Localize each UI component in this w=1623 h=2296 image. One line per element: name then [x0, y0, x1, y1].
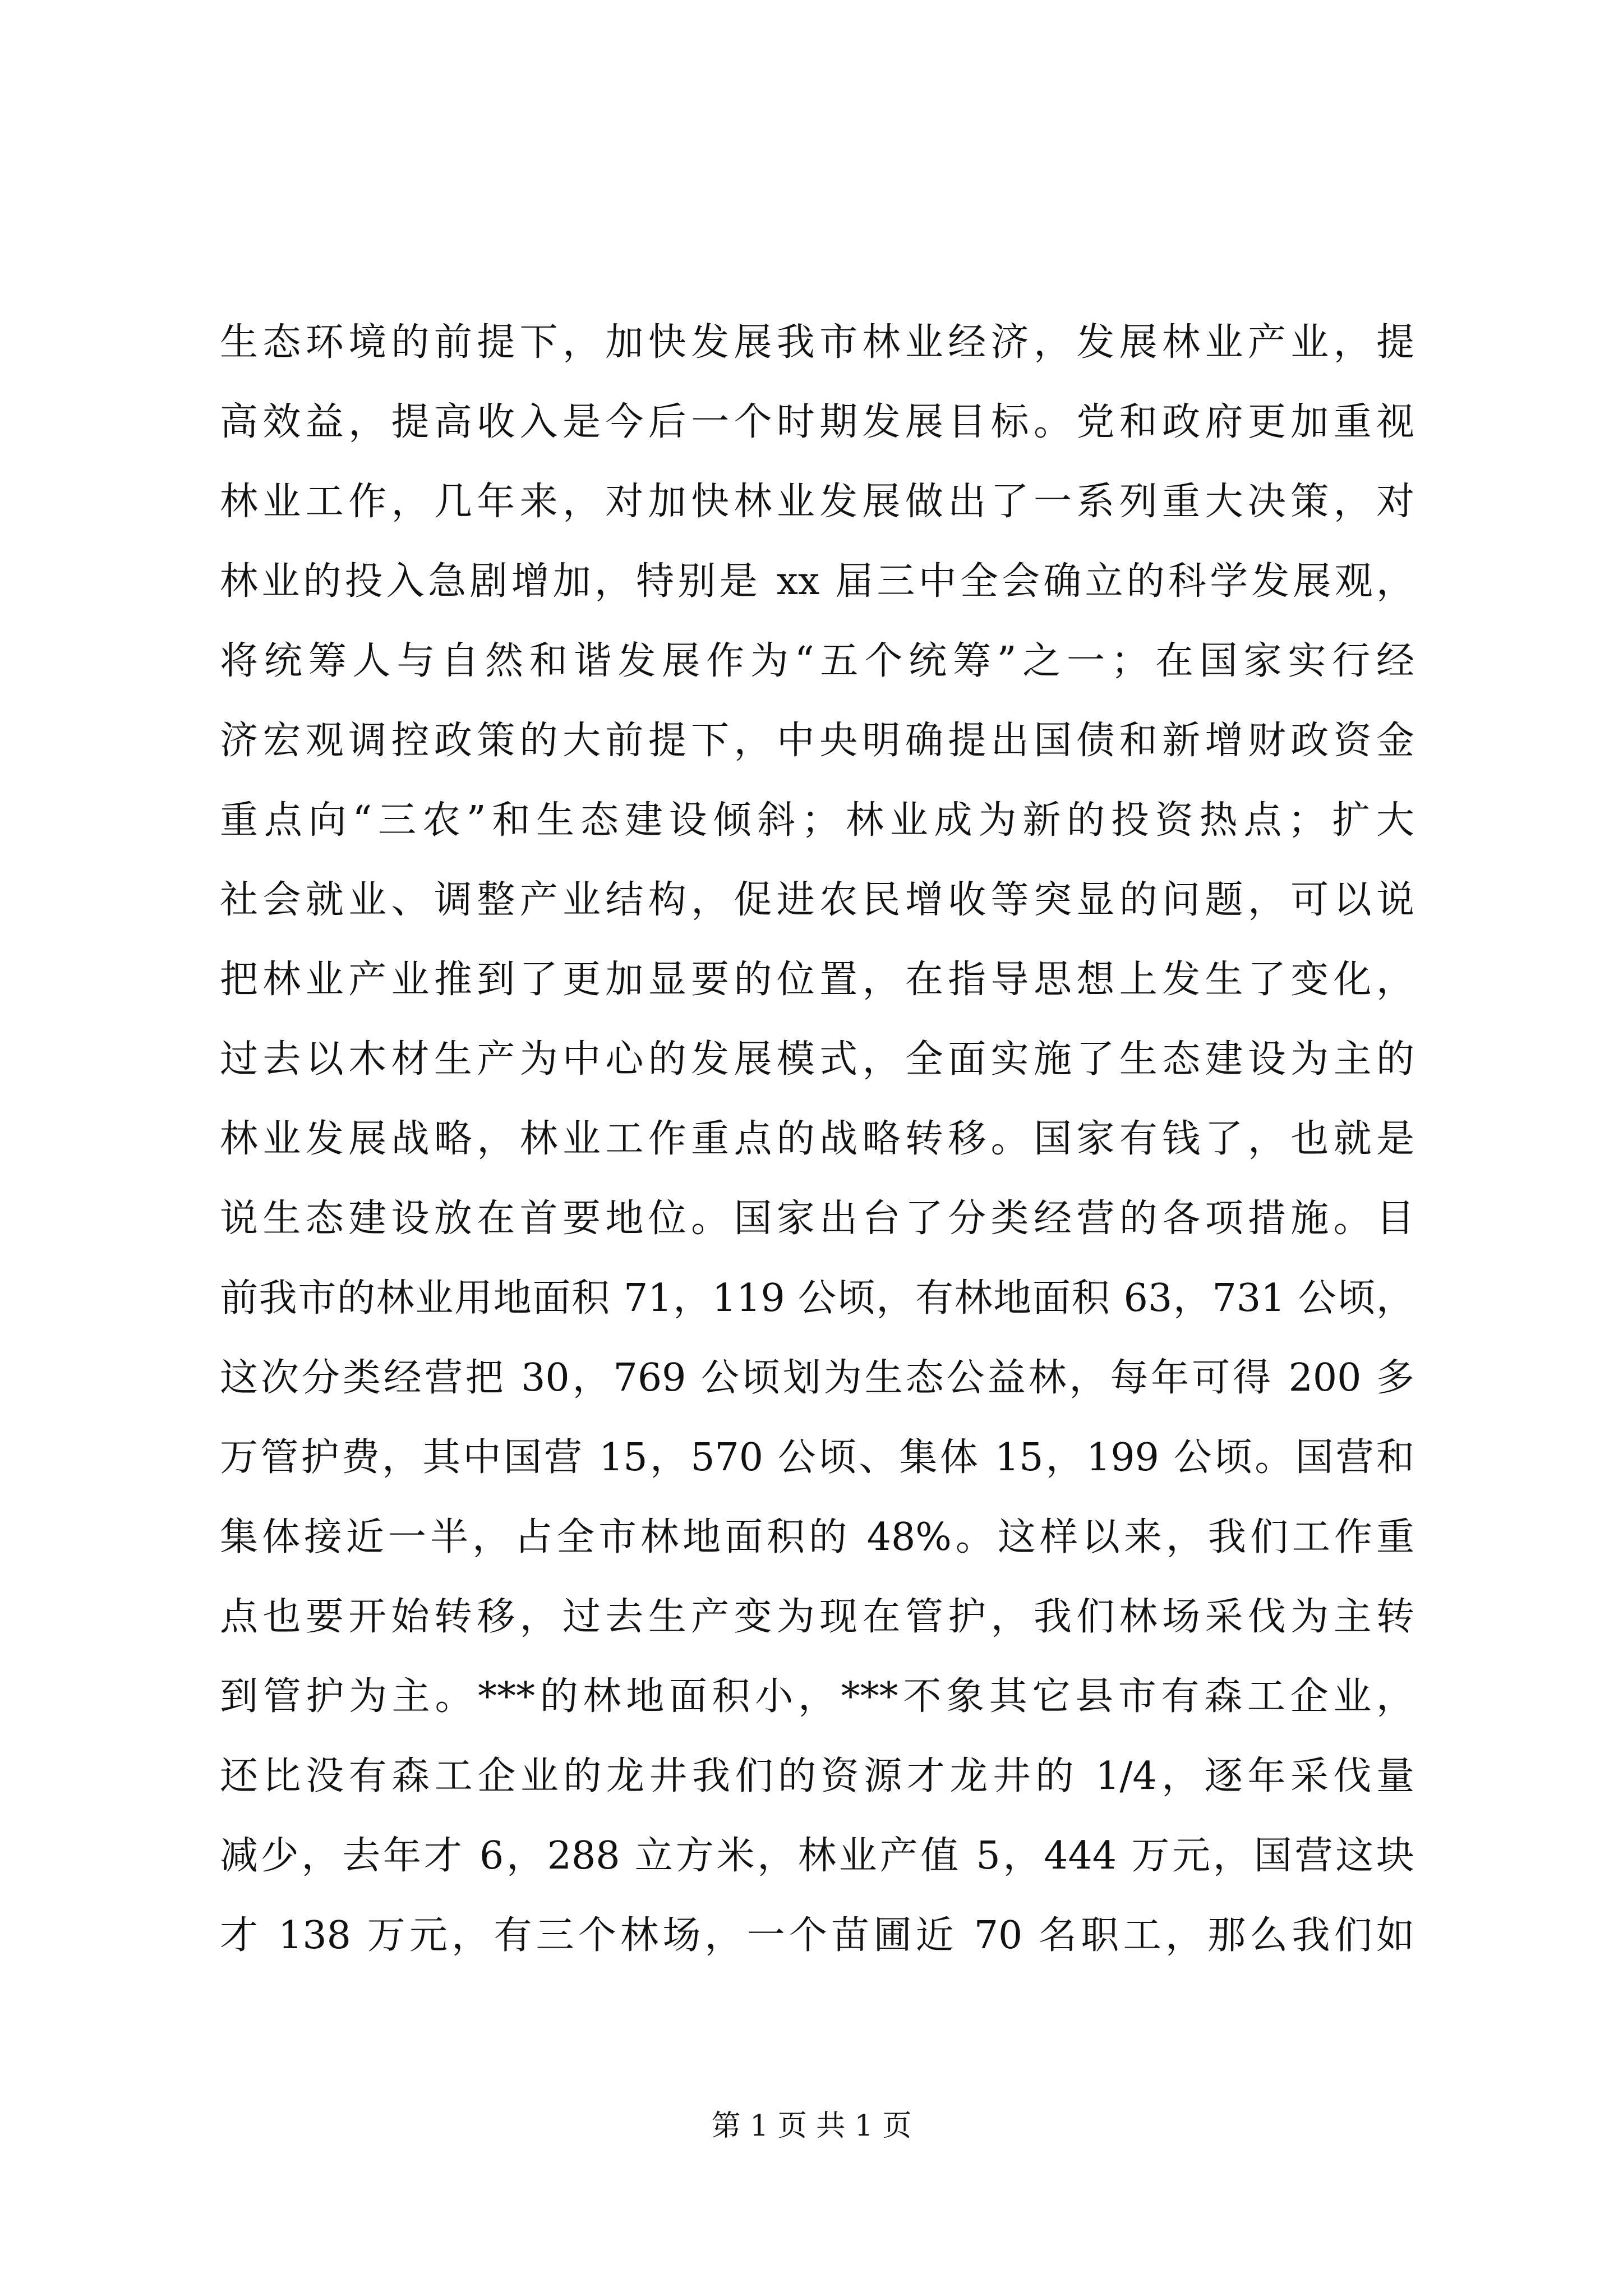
text-line: 前我市的林业用地面积 71，119 公顷，有林地面积 63，731 公顷，: [220, 1276, 1414, 1320]
text-line: 重点向“三农”和生态建设倾斜；林业成为新的投资热点；扩大: [220, 798, 1414, 843]
page-number-label: 第 1 页 共 1 页: [711, 2109, 912, 2143]
text-line: 将统筹人与自然和谐发展作为“五个统筹”之一；在国家实行经: [220, 639, 1414, 683]
text-line: 集体接近一半，占全市林地面积的 48%。这样以来，我们工作重: [220, 1515, 1414, 1559]
text-line: 林业工作，几年来，对加快林业发展做出了一系列重大决策，对: [220, 480, 1414, 524]
text-line: 社会就业、调整产业结构，促进农民增收等突显的问题，可以说: [220, 878, 1414, 922]
text-line: 点也要开始转移，过去生产变为现在管护，我们林场采伐为主转: [220, 1595, 1414, 1639]
text-line: 生态环境的前提下，加快发展我市林业经济，发展林业产业，提: [220, 320, 1414, 365]
text-line: 万管护费，其中国营 15，570 公顷、集体 15，199 公顷。国营和: [220, 1435, 1414, 1480]
document-body: [220, 303, 1414, 1976]
text-line: 还比没有森工企业的龙井我们的资源才龙井的 1/4，逐年采伐量: [220, 1754, 1414, 1798]
text-line: 济宏观调控政策的大前提下，中央明确提出国债和新增财政资金: [220, 719, 1414, 763]
text-line: 减少，去年才 6，288 立方米，林业产值 5，444 万元，国营这块: [220, 1834, 1414, 1878]
text-line: 才 138 万元，有三个林场，一个苗圃近 70 名职工，那么我们如: [220, 1913, 1414, 1958]
text-line: 林业发展战略，林业工作重点的战略转移。国家有钱了，也就是: [220, 1117, 1414, 1161]
text-line: 过去以木材生产为中心的发展模式，全面实施了生态建设为主的: [220, 1037, 1414, 1082]
text-line: 这次分类经营把 30，769 公顷划为生态公益林，每年可得 200 多: [220, 1356, 1414, 1400]
page-footer: [0, 2104, 1623, 2148]
text-line: 说生态建设放在首要地位。国家出台了分类经营的各项措施。目: [220, 1197, 1414, 1241]
text-line: 林业的投入急剧增加，特别是 xx 届三中全会确立的科学发展观，: [220, 559, 1414, 604]
text-line: 到管护为主。***的林地面积小，***不象其它县市有森工企业，: [220, 1674, 1414, 1719]
text-line: 把林业产业推到了更加显要的位置，在指导思想上发生了变化，: [220, 958, 1414, 1002]
text-line: 高效益，提高收入是今后一个时期发展目标。党和政府更加重视: [220, 400, 1414, 444]
